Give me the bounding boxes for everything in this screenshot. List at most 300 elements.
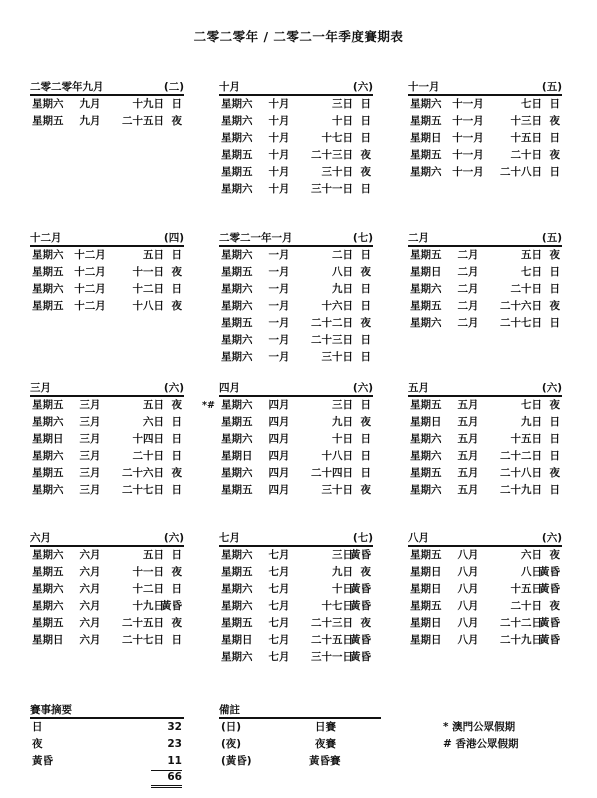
race-weekday: 星期六: [221, 583, 253, 595]
month-block: [219, 531, 373, 666]
race-day: 二十七日: [122, 484, 164, 496]
race-day: 十日: [332, 433, 353, 445]
race-month: 六月: [79, 583, 101, 595]
race-session: 日: [360, 115, 371, 127]
race-weekday: 星期五: [410, 149, 442, 161]
race-session: 黃昏: [539, 634, 560, 646]
race-row: [30, 247, 184, 264]
race-day: 十日: [332, 583, 353, 595]
month-block: [219, 80, 373, 198]
summary-heading: 賽事摘要: [30, 703, 184, 719]
race-session: 日: [549, 283, 560, 295]
month-name: 十一月: [408, 81, 440, 93]
race-weekday: 星期六: [410, 283, 442, 295]
race-row: [408, 632, 562, 649]
race-day: 七日: [521, 98, 542, 110]
race-session: 日: [360, 132, 371, 144]
race-day: 九日: [332, 416, 353, 428]
race-weekday: 星期六: [221, 183, 253, 195]
race-row: [30, 113, 184, 130]
summary-label: 日: [32, 721, 43, 733]
race-session: 黃昏: [539, 617, 560, 629]
race-row: [408, 564, 562, 581]
race-day: 二十二日: [500, 617, 542, 629]
race-row: [30, 397, 184, 414]
race-row: [408, 397, 562, 414]
race-month: 六月: [79, 617, 101, 629]
race-session: 黃昏: [539, 583, 560, 595]
month-race-count: (四): [163, 232, 184, 244]
month-name: 十二月: [30, 232, 62, 244]
race-row: [219, 632, 373, 649]
race-weekday: 星期六: [32, 98, 64, 110]
race-day: 十一日: [132, 566, 164, 578]
race-row: [30, 615, 184, 632]
race-row: [408, 130, 562, 147]
race-weekday: 星期六: [32, 450, 64, 462]
race-session: 日: [549, 132, 560, 144]
notes-block: [219, 703, 381, 770]
race-session: 日: [360, 183, 371, 195]
race-day: 二十五日: [122, 617, 164, 629]
race-weekday: 星期五: [221, 484, 253, 496]
race-session: 夜: [549, 467, 560, 479]
race-weekday: 星期五: [410, 300, 442, 312]
race-row: [219, 581, 373, 598]
race-row: [30, 264, 184, 281]
race-day: 二十六日: [500, 300, 542, 312]
month-block: [202, 381, 373, 499]
race-month: 八月: [457, 617, 479, 629]
race-session: 夜: [360, 317, 371, 329]
race-session: 夜: [171, 115, 182, 127]
race-row: [219, 448, 373, 465]
race-day: 二十九日: [500, 634, 542, 646]
summary-block: [30, 703, 184, 787]
month-header: [30, 381, 184, 397]
race-row: [202, 397, 373, 414]
race-session: 黃昏: [350, 549, 371, 561]
race-weekday: 星期五: [32, 467, 64, 479]
month-header: [219, 381, 373, 397]
race-session: 日: [360, 283, 371, 295]
race-row: [219, 264, 373, 281]
race-month: 一月: [268, 300, 290, 312]
race-weekday: 星期五: [221, 416, 253, 428]
race-month: 二月: [457, 283, 479, 295]
race-row: [219, 482, 373, 499]
summary-total-row: [30, 770, 184, 787]
race-row: [408, 547, 562, 564]
race-weekday: 星期六: [32, 416, 64, 428]
race-session: 黃昏: [539, 566, 560, 578]
race-session: 夜: [549, 600, 560, 612]
race-session: 日: [360, 98, 371, 110]
race-month: 七月: [268, 600, 290, 612]
month-block: [408, 381, 562, 499]
race-weekday: 星期六: [410, 317, 442, 329]
race-day: 七日: [521, 266, 542, 278]
race-day: 九日: [332, 566, 353, 578]
race-weekday: 星期日: [221, 634, 253, 646]
race-month: 四月: [268, 416, 290, 428]
race-day: 二十日: [510, 149, 542, 161]
race-session: 夜: [549, 399, 560, 411]
race-month: 七月: [268, 634, 290, 646]
race-row: [219, 649, 373, 666]
month-header: [30, 80, 184, 96]
month-race-count: (六): [541, 532, 562, 544]
race-session: 日: [171, 249, 182, 261]
month-header: [408, 80, 562, 96]
race-weekday: 星期五: [410, 115, 442, 127]
summary-label: 黃昏: [32, 755, 53, 767]
race-weekday: 星期六: [410, 98, 442, 110]
race-month: 十二月: [74, 249, 106, 261]
race-row: [30, 448, 184, 465]
race-month: 五月: [457, 399, 479, 411]
notes-row: [219, 719, 381, 736]
race-month: 五月: [457, 484, 479, 496]
race-month: 六月: [79, 549, 101, 561]
month-block: [219, 231, 373, 366]
month-block: [408, 80, 562, 181]
notes-desc: 夜賽: [315, 738, 336, 750]
month-name: 十月: [219, 81, 240, 93]
race-session: 日: [360, 351, 371, 363]
race-session: 日: [549, 484, 560, 496]
race-session: 日: [171, 549, 182, 561]
race-weekday: 星期五: [221, 149, 253, 161]
race-row: [408, 414, 562, 431]
race-day: 十五日: [510, 132, 542, 144]
race-session: 日: [171, 583, 182, 595]
race-month: 八月: [457, 549, 479, 561]
race-session: 日: [171, 98, 182, 110]
race-month: 二月: [457, 317, 479, 329]
month-header: [30, 531, 184, 547]
race-session: 日: [171, 283, 182, 295]
race-weekday: 星期六: [410, 433, 442, 445]
month-race-count: (六): [163, 532, 184, 544]
race-month: 三月: [79, 416, 101, 428]
race-month: 五月: [457, 467, 479, 479]
race-session: 日: [171, 634, 182, 646]
race-day: 二十日: [510, 600, 542, 612]
race-session: 黃昏: [350, 600, 371, 612]
race-row: [219, 431, 373, 448]
notes-code: (夜): [221, 738, 242, 750]
race-day: 三十一日: [311, 183, 353, 195]
month-header: [408, 231, 562, 247]
race-row: [30, 482, 184, 499]
race-month: 九月: [79, 115, 101, 127]
race-session: 日: [360, 249, 371, 261]
month-block: [30, 231, 184, 315]
race-month: 十月: [268, 183, 290, 195]
race-session: 夜: [171, 467, 182, 479]
race-day: 九日: [521, 416, 542, 428]
month-race-count: (六): [541, 382, 562, 394]
race-session: 夜: [549, 115, 560, 127]
race-row: [219, 298, 373, 315]
race-month: 十月: [268, 132, 290, 144]
race-day: 十五日: [510, 583, 542, 595]
race-row: [30, 465, 184, 482]
race-weekday: 星期六: [32, 249, 64, 261]
race-month: 二月: [457, 249, 479, 261]
month-name: 二零二零年九月: [30, 81, 104, 93]
race-weekday: 星期六: [221, 351, 253, 363]
race-session: 夜: [360, 617, 371, 629]
race-session: 日: [171, 450, 182, 462]
race-day: 九日: [332, 283, 353, 295]
notes-code: (黃昏): [221, 755, 252, 767]
race-row: [30, 581, 184, 598]
race-weekday: 星期六: [221, 115, 253, 127]
race-row: [219, 547, 373, 564]
race-day: 十六日: [321, 300, 353, 312]
race-session: 日: [549, 266, 560, 278]
race-month: 七月: [268, 583, 290, 595]
race-month: 十二月: [74, 300, 106, 312]
race-month: 十二月: [74, 266, 106, 278]
race-row: [408, 615, 562, 632]
race-weekday: 星期六: [221, 549, 253, 561]
summary-value: 32: [167, 721, 182, 733]
race-weekday: 星期五: [410, 249, 442, 261]
race-row: [219, 598, 373, 615]
race-session: 日: [171, 433, 182, 445]
race-month: 五月: [457, 450, 479, 462]
race-day: 五日: [521, 249, 542, 261]
race-weekday: 星期五: [221, 566, 253, 578]
summary-value: 23: [167, 738, 182, 750]
race-row: [219, 349, 373, 366]
legend: [443, 719, 518, 753]
month-block: [30, 80, 184, 130]
race-day: 二十五日: [311, 634, 353, 646]
race-month: 四月: [268, 450, 290, 462]
race-weekday: 星期六: [410, 450, 442, 462]
race-day: 二十八日: [500, 166, 542, 178]
notes-row: [219, 736, 381, 753]
race-row: [30, 431, 184, 448]
race-day: 二十二日: [500, 450, 542, 462]
race-month: 一月: [268, 317, 290, 329]
race-session: 夜: [360, 416, 371, 428]
race-weekday: 星期五: [410, 399, 442, 411]
race-weekday: 星期日: [410, 266, 442, 278]
race-weekday: 星期五: [32, 115, 64, 127]
race-day: 十三日: [510, 115, 542, 127]
race-month: 九月: [79, 98, 101, 110]
race-month: 六月: [79, 634, 101, 646]
race-day: 三日: [332, 549, 353, 561]
race-session: 日: [171, 484, 182, 496]
race-month: 四月: [268, 433, 290, 445]
race-day: 十七日: [321, 132, 353, 144]
race-day: 二十四日: [311, 467, 353, 479]
race-row: [219, 96, 373, 113]
race-weekday: 星期六: [32, 549, 64, 561]
month-name: 三月: [30, 382, 51, 394]
race-day: 二十二日: [311, 317, 353, 329]
race-day: 二十三日: [311, 334, 353, 346]
race-row: [30, 598, 184, 615]
month-block: [408, 531, 562, 649]
race-session: 夜: [360, 166, 371, 178]
race-session: 日: [360, 450, 371, 462]
race-row: [30, 414, 184, 431]
race-day: 二十日: [132, 450, 164, 462]
race-month: 四月: [268, 484, 290, 496]
summary-row: [30, 719, 184, 736]
summary-label: 夜: [32, 738, 43, 750]
race-weekday: 星期五: [32, 266, 64, 278]
race-row: [408, 281, 562, 298]
race-weekday: 星期六: [221, 651, 253, 663]
race-weekday: 星期六: [221, 249, 253, 261]
race-session: 日: [360, 300, 371, 312]
race-month: 三月: [79, 467, 101, 479]
race-day: 二十三日: [311, 617, 353, 629]
race-day: 二十八日: [500, 467, 542, 479]
month-name: 五月: [408, 382, 429, 394]
race-day: 三日: [332, 399, 353, 411]
race-weekday: 星期日: [410, 634, 442, 646]
race-row: [219, 615, 373, 632]
notes-desc: 黃昏賽: [309, 755, 341, 767]
page-title: 二零二零年 / 二零二一年季度賽期表: [193, 29, 404, 44]
race-month: 十月: [268, 115, 290, 127]
race-month: 五月: [457, 433, 479, 445]
notes-heading: 備註: [219, 703, 381, 719]
notes-row: [219, 753, 381, 770]
race-session: 日: [360, 467, 371, 479]
race-row: [219, 181, 373, 198]
race-session: 日: [549, 166, 560, 178]
month-header: [219, 531, 373, 547]
race-session: 日: [171, 416, 182, 428]
race-day: 十四日: [132, 433, 164, 445]
race-weekday: 星期五: [410, 549, 442, 561]
race-weekday: 星期六: [32, 484, 64, 496]
race-weekday: 星期六: [221, 334, 253, 346]
month-race-count: (六): [352, 81, 373, 93]
race-month: 七月: [268, 617, 290, 629]
race-session: 夜: [360, 566, 371, 578]
race-month: 五月: [457, 416, 479, 428]
race-month: 八月: [457, 600, 479, 612]
race-day: 六日: [521, 549, 542, 561]
race-weekday: 星期五: [32, 617, 64, 629]
race-day: 二十三日: [311, 149, 353, 161]
race-day: 十五日: [510, 433, 542, 445]
race-row: [219, 332, 373, 349]
race-month: 十月: [268, 166, 290, 178]
race-session: 夜: [171, 266, 182, 278]
race-month: 七月: [268, 549, 290, 561]
race-weekday: 星期六: [410, 166, 442, 178]
race-weekday: 星期五: [221, 317, 253, 329]
month-header: [219, 80, 373, 96]
notes-desc: 日賽: [315, 721, 336, 733]
race-row: [408, 431, 562, 448]
month-name: 七月: [219, 532, 240, 544]
race-weekday: 星期日: [221, 450, 253, 462]
race-month: 十二月: [74, 283, 106, 295]
race-month: 十一月: [452, 115, 484, 127]
race-weekday: 星期日: [410, 583, 442, 595]
race-weekday: 星期日: [410, 566, 442, 578]
month-name: 六月: [30, 532, 51, 544]
race-month: 四月: [268, 467, 290, 479]
race-row: [408, 482, 562, 499]
race-day: 十七日: [321, 600, 353, 612]
race-weekday: 星期五: [32, 566, 64, 578]
race-session: 日: [549, 317, 560, 329]
race-row: [219, 281, 373, 298]
month-race-count: (五): [541, 232, 562, 244]
race-row: [219, 564, 373, 581]
race-month: 六月: [79, 566, 101, 578]
race-day: 五日: [143, 249, 164, 261]
race-session: 夜: [360, 266, 371, 278]
legend-hk-holiday: # 香港公眾假期: [443, 738, 519, 750]
race-month: 三月: [79, 484, 101, 496]
race-weekday: 星期日: [32, 634, 64, 646]
month-name: 二月: [408, 232, 429, 244]
race-month: 八月: [457, 566, 479, 578]
race-session: 日: [549, 450, 560, 462]
race-day: 二十日: [510, 283, 542, 295]
race-row: [30, 547, 184, 564]
race-month: 一月: [268, 266, 290, 278]
race-month: 十月: [268, 98, 290, 110]
race-day: 三十日: [321, 484, 353, 496]
holiday-mark: *#: [202, 400, 215, 411]
race-weekday: 星期六: [221, 399, 253, 411]
race-weekday: 星期六: [32, 600, 64, 612]
race-weekday: 星期五: [410, 600, 442, 612]
race-row: [219, 147, 373, 164]
race-day: 八日: [332, 266, 353, 278]
race-day: 三十日: [321, 166, 353, 178]
race-session: 日: [360, 399, 371, 411]
race-weekday: 星期日: [410, 132, 442, 144]
race-month: 一月: [268, 249, 290, 261]
summary-row: [30, 736, 184, 753]
race-day: 十九日: [132, 98, 164, 110]
race-session: 日: [549, 416, 560, 428]
race-row: [30, 298, 184, 315]
race-weekday: 星期五: [221, 617, 253, 629]
race-weekday: 星期六: [221, 98, 253, 110]
race-row: [219, 315, 373, 332]
month-name: 八月: [408, 532, 429, 544]
race-month: 三月: [79, 399, 101, 411]
race-weekday: 星期日: [410, 617, 442, 629]
race-row: [408, 448, 562, 465]
race-weekday: 星期日: [32, 433, 64, 445]
race-month: 八月: [457, 583, 479, 595]
race-session: 日: [549, 98, 560, 110]
race-weekday: 星期日: [410, 416, 442, 428]
race-month: 一月: [268, 351, 290, 363]
race-month: 十月: [268, 149, 290, 161]
race-row: [219, 113, 373, 130]
